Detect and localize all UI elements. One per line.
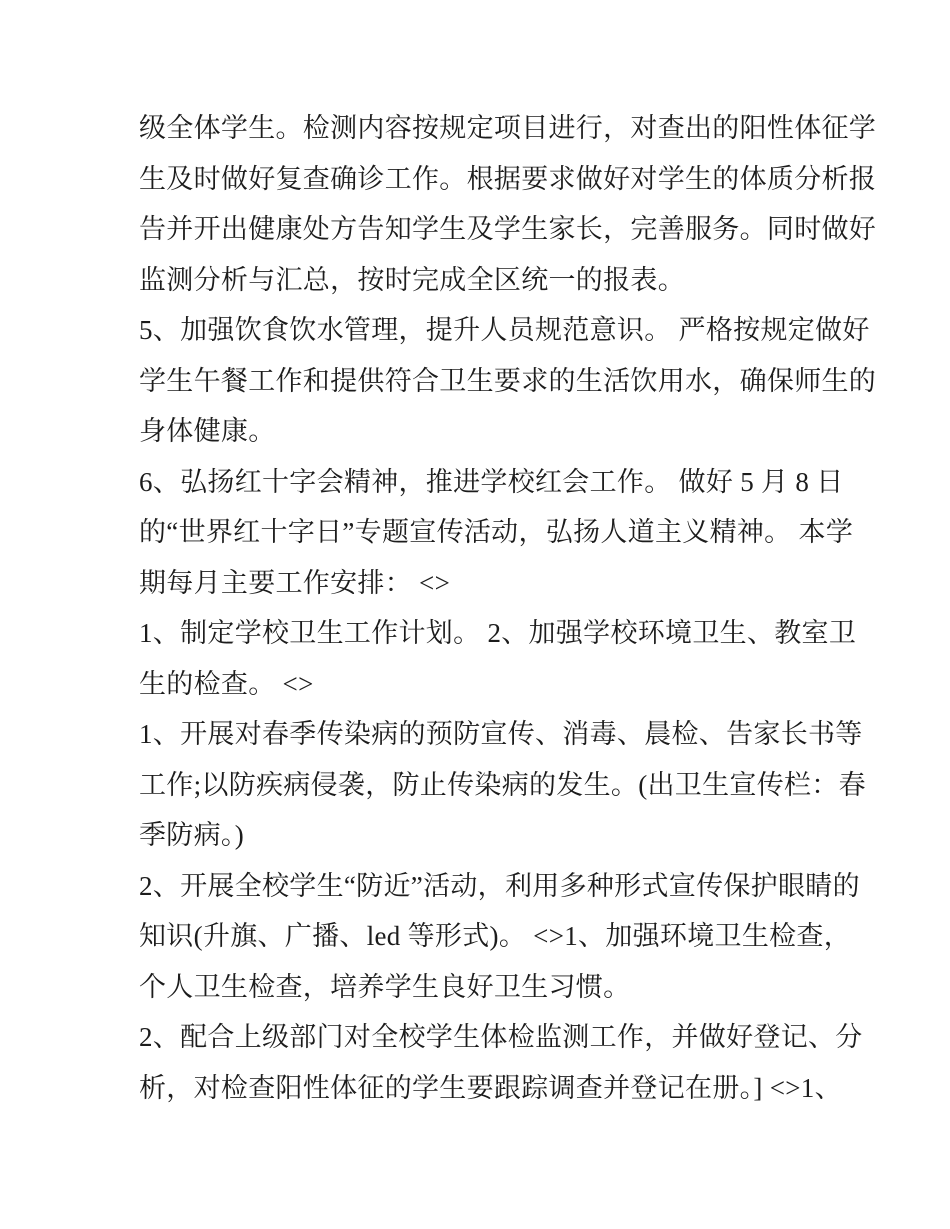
text-line-18: 个人卫生检查，培养学生良好卫生习惯。 — [139, 971, 631, 1002]
text-line-17: 知识(升旗、广播、led 等形式)。 <>1、加强环境卫生检查， — [139, 921, 852, 951]
text-line-13: 1、开展对春季传染病的预防宣传、消毒、晨检、告家长书等 — [139, 719, 863, 749]
text-line-12: 生的检查。 <> — [139, 668, 314, 699]
text-line-20: 析，对检查阳性体征的学生要跟踪调查并登记在册。] <>1、 — [139, 1072, 842, 1103]
text-line-1: 级全体学生。检测内容按规定项目进行，对查出的阳性体征学 — [139, 113, 877, 143]
text-line-8: 6、弘扬红十字会精神，推进学校红会工作。 做好 5 月 8 日 — [139, 466, 844, 497]
document-page — [139, 103, 877, 1113]
text-line-9: 的“世界红十字日”专题宣传活动，弘扬人道主义精神。 本学 — [139, 517, 854, 547]
text-line-16: 2、开展全校学生“防近”活动，利用多种形式宣传保护眼睛的 — [139, 870, 860, 901]
text-line-19: 2、配合上级部门对全校学生体检监测工作，并做好登记、分 — [139, 1022, 863, 1052]
text-line-11: 1、制定学校卫生工作计划。 2、加强学校环境卫生、教室卫 — [139, 618, 857, 648]
text-line-14: 工作;以防疾病侵袭，防止传染病的发生。(出卫生宣传栏：春 — [139, 769, 866, 800]
text-line-2: 生及时做好复查确诊工作。根据要求做好对学生的体质分析报 — [139, 163, 877, 194]
text-line-6: 学生午餐工作和提供符合卫生要求的生活饮用水，确保师生的 — [139, 365, 877, 396]
text-line-15: 季防病。) — [139, 820, 244, 850]
text-line-10: 期每月主要工作安排： <> — [139, 567, 451, 598]
text-line-7: 身体健康。 — [139, 416, 276, 446]
text-line-3: 告并开出健康处方告知学生及学生家长，完善服务。同时做好 — [139, 214, 877, 244]
text-line-4: 监测分析与汇总，按时完成全区统一的报表。 — [139, 264, 685, 295]
text-line-5: 5、加强饮食饮水管理，提升人员规范意识。 严格按规定做好 — [139, 315, 870, 345]
